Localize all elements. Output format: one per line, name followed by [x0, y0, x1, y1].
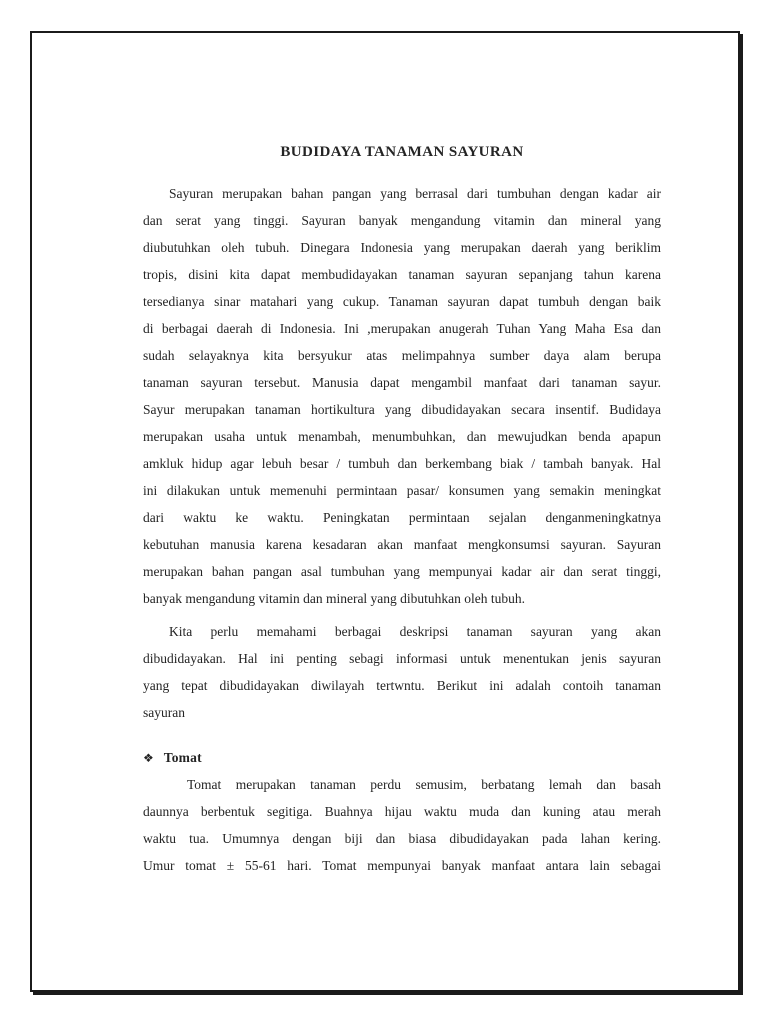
paragraph-tomat-line: Tomat merupakan tanaman perdu semusim, berbatang lemah dan basah: [187, 777, 661, 792]
paragraph-1-line: tersedianya sinar matahari yang cukup. Tanaman sayuran dapat tumbuh dengan baik: [143, 294, 661, 309]
paragraph-2: [143, 618, 661, 726]
paragraph-2-line: sayuran: [143, 705, 185, 720]
paragraph-2-line: dibudidayakan. Hal ini penting sebagi informasi untuk menentukan jenis sayuran: [143, 651, 661, 666]
paragraph-1-line: diubutuhkan oleh tubuh. Dinegara Indonesia yang merupakan daerah yang beriklim: [143, 240, 661, 255]
document-content: [143, 142, 661, 879]
paragraph-1-line: merupakan usaha untuk menambah, menumbuhkan, dan mewujudkan benda apapun: [143, 429, 661, 444]
paragraph-1-line: dan serat yang tinggi. Sayuran banyak mengandung vitamin dan mineral yang: [143, 213, 661, 228]
paragraph-1-line: tropis, disini kita dapat membudidayakan tanaman sayuran sepanjang tahun karena: [143, 267, 661, 282]
paragraph-1-line: Sayur merupakan tanaman hortikultura yang dibudidayakan secara insentif. Budidaya: [143, 402, 661, 417]
paragraph-tomat-line: waktu tua. Umumnya dengan biji dan biasa dibudidayakan pada lahan kering.: [143, 831, 661, 846]
paragraph-1: [143, 180, 661, 612]
paragraph-tomat-line: Umur tomat ± 55-61 hari. Tomat mempunyai banyak manfaat antara lain sebagai: [143, 858, 661, 873]
paragraph-1-line: di berbagai daerah di Indonesia. Ini ,merupakan anugerah Tuhan Yang Maha Esa dan: [143, 321, 661, 336]
paragraph-1-line: dari waktu ke waktu. Peningkatan permintaan sejalan denganmeningkatnya: [143, 510, 661, 525]
paragraph-1-line: sudah selayaknya kita bersyukur atas melimpahnya sumber daya alam berupa: [143, 348, 661, 363]
bullet-heading-tomat: [143, 744, 661, 771]
paragraph-1-line: banyak mengandung vitamin dan mineral yang dibutuhkan oleh tubuh.: [143, 591, 526, 606]
paragraph-2-line: yang tepat dibudidayakan diwilayah tertwntu. Berikut ini adalah contoih tanaman: [143, 678, 661, 693]
paragraph-1-line: merupakan bahan pangan asal tumbuhan yang mempunyai kadar air dan serat tinggi,: [143, 564, 661, 579]
paragraph-tomat-line: daunnya berbentuk segitiga. Buahnya hijau waktu muda dan kuning atau merah: [143, 804, 661, 819]
bullet-heading-label: Tomat: [163, 750, 202, 765]
paragraph-1-line: kebutuhan manusia karena kesadaran akan manfaat mengkonsumsi sayuran. Sayuran: [143, 537, 661, 552]
paragraph-1-line: ini dilakukan untuk memenuhi permintaan pasar/ konsumen yang semakin meningkat: [143, 483, 661, 498]
diamond-bullet-icon: ❖: [143, 751, 154, 765]
paragraph-tomat: [143, 771, 661, 879]
paragraph-1-line: amkluk hidup agar lebuh besar / tumbuh dan berkembang biak / tambah banyak. Hal: [143, 456, 661, 471]
document-title: BUDIDAYA TANAMAN SAYURAN: [280, 144, 524, 160]
paragraph-1-line: Sayuran merupakan bahan pangan yang berrasal dari tumbuhan dengan kadar air: [169, 186, 661, 201]
paragraph-2-line: Kita perlu memahami berbagai deskripsi tanaman sayuran yang akan: [169, 624, 661, 639]
paragraph-1-line: tanaman sayuran tersebut. Manusia dapat mengambil manfaat dari tanaman sayur.: [143, 375, 661, 390]
